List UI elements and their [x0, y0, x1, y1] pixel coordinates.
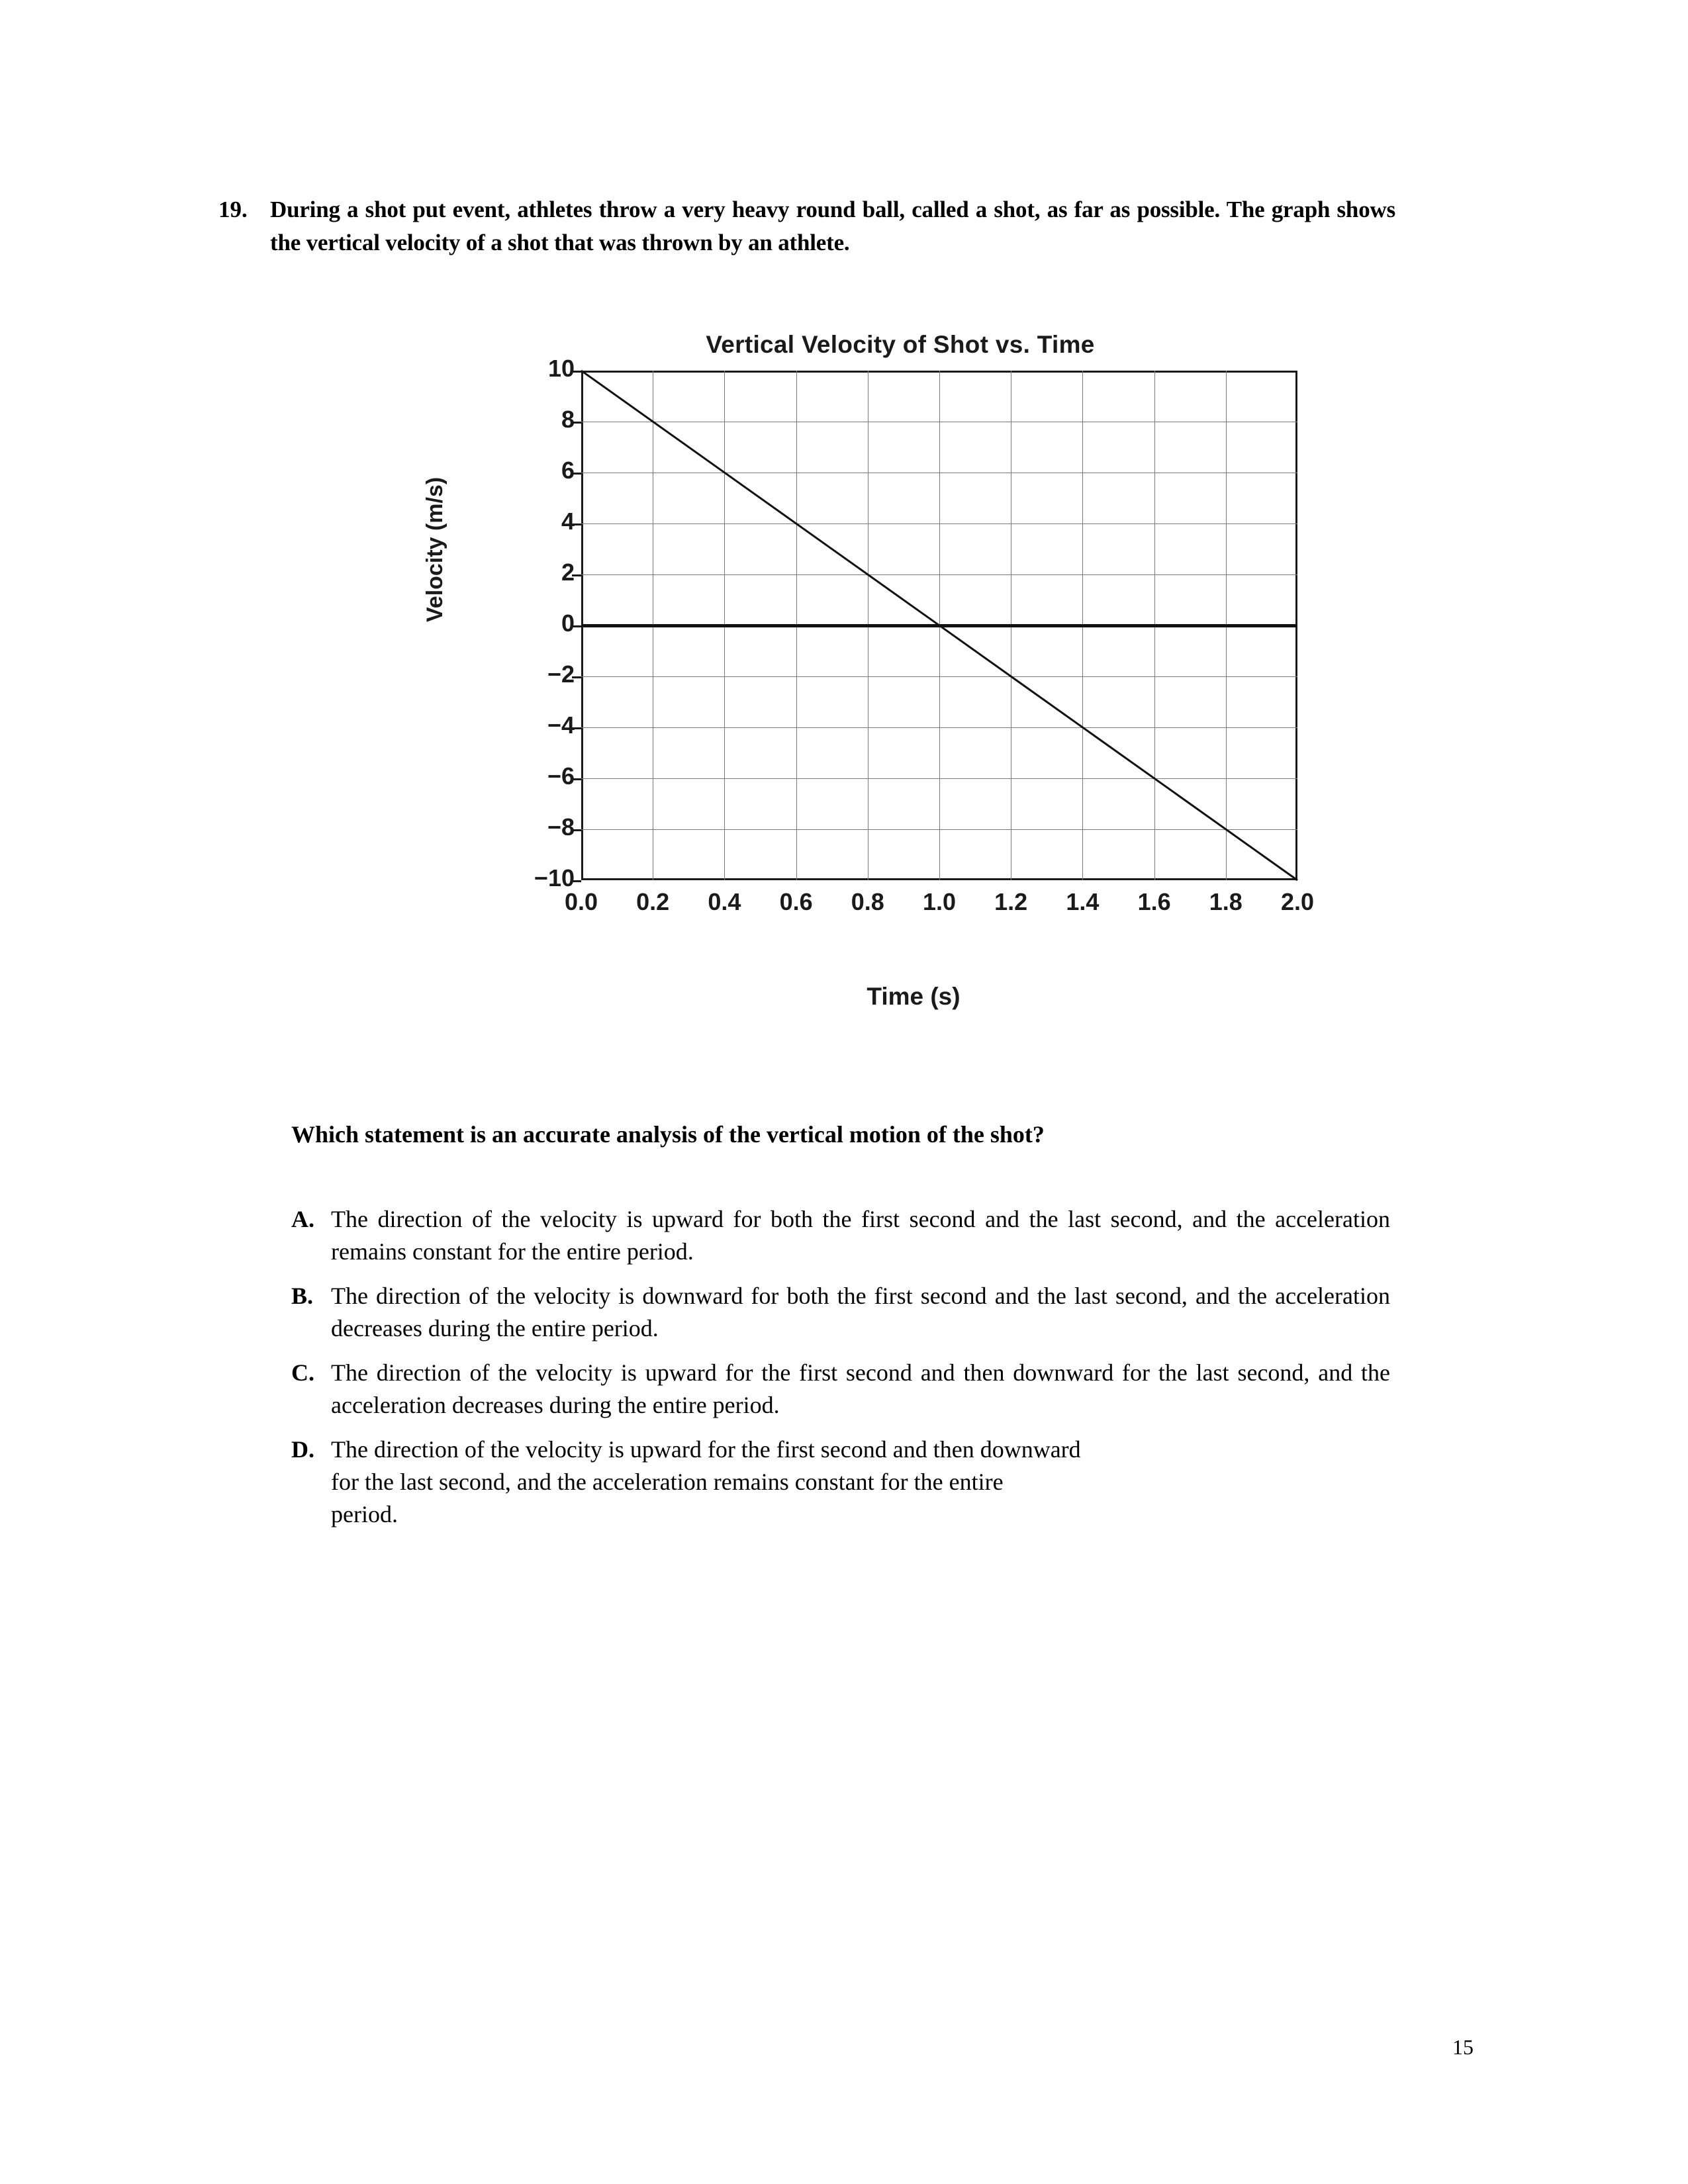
choice-d-line-2: for the last second, and the acceleration remains constant for the entire: [331, 1469, 1004, 1495]
page-number: 15: [1452, 2035, 1474, 2059]
chart-plot-area: [534, 355, 1315, 915]
choice-d-line-3: period.: [331, 1501, 398, 1527]
chart-x-tick-label: 0.0: [564, 888, 598, 915]
choice-letter: A.: [291, 1206, 314, 1232]
question-prompt: Which statement is an accurate analysis of the vertical motion of the shot?: [291, 1121, 1045, 1148]
choice-text: The direction of the velocity is upward for the first second and then downward for the last second, and the acceleration decreases during the entire period.: [331, 1359, 1390, 1418]
chart-x-tick-label: 0.2: [636, 888, 670, 915]
chart-x-tick-label: 0.8: [851, 888, 884, 915]
choice-a[interactable]: [291, 1203, 1397, 1268]
chart-x-tick-label: 1.2: [994, 888, 1028, 915]
question-block: [218, 193, 1403, 259]
chart-y-tick-label: 6: [561, 457, 575, 484]
choice-letter: D.: [291, 1436, 314, 1463]
chart-x-tick-label: 1.8: [1209, 888, 1243, 915]
chart-y-tick-label: 0: [561, 610, 575, 637]
chart-y-tick-label: −8: [547, 813, 575, 841]
chart-x-tick-label: 1.4: [1066, 888, 1100, 915]
chart-data-line: [581, 371, 1297, 880]
chart-x-tick-label: 0.6: [779, 888, 813, 915]
question-row: [218, 193, 1403, 259]
choice-text: [331, 1433, 1390, 1531]
chart-x-tick-label: 2.0: [1280, 888, 1315, 915]
chart-y-axis-label: Velocity (m/s): [422, 477, 447, 622]
chart-y-tick-label: −6: [547, 762, 575, 790]
question-text: During a shot put event, athletes throw a very heavy round ball, called a shot, as far as possible. The graph shows the vertical velocity of a shot that was thrown by an athlete.: [270, 197, 1395, 255]
chart-y-tick-label: −10: [534, 864, 575, 891]
chart-x-tick-label: 1.0: [922, 888, 957, 915]
choice-b[interactable]: [291, 1280, 1397, 1345]
chart-y-tick-label: 4: [561, 508, 575, 535]
choice-d-line-1: The direction of the velocity is upward for the first second and then downward: [331, 1436, 1081, 1463]
choice-text: The direction of the velocity is upward for both the first second and the last second, and the acceleration remains constant for the entire period.: [331, 1206, 1390, 1265]
chart-y-tick-label: 2: [561, 559, 575, 586]
answer-choices: [291, 1191, 1397, 1531]
choice-c[interactable]: [291, 1357, 1397, 1422]
choice-letter: C.: [291, 1359, 314, 1386]
choice-letter: B.: [291, 1283, 314, 1309]
velocity-time-chart: [422, 331, 1337, 1032]
chart-y-tick-label: 10: [547, 355, 575, 382]
chart-y-tick-label: −4: [547, 711, 575, 739]
chart-title: Vertical Velocity of Shot vs. Time: [706, 331, 1095, 358]
choice-d[interactable]: [291, 1433, 1397, 1531]
choice-text: The direction of the velocity is downward for both the first second and the last second, and the acceleration decreases during the entire period.: [331, 1283, 1390, 1342]
chart-x-tick-label: 0.4: [708, 888, 741, 915]
chart-x-tick-label: 1.6: [1137, 888, 1171, 915]
question-number: 19.: [218, 197, 248, 222]
chart-y-tick-label: 8: [561, 406, 575, 433]
chart-x-axis-label: Time (s): [867, 983, 961, 1010]
chart-y-tick-label: −2: [547, 660, 575, 688]
